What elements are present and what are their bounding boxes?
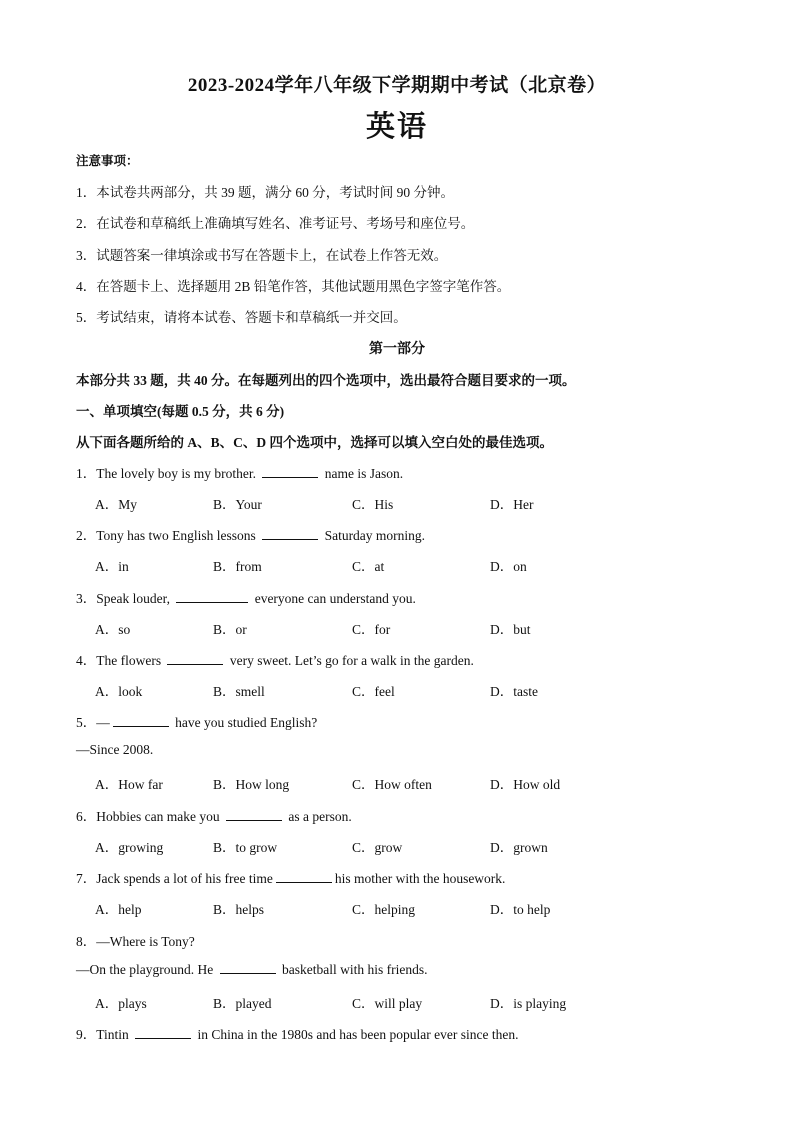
answer-option[interactable]: D．taste bbox=[490, 684, 538, 699]
exam-title: 2023-2024学年八年级下学期期中考试（北京卷） bbox=[187, 75, 607, 96]
answer-option[interactable]: B．Your bbox=[213, 497, 262, 512]
question-stem bbox=[76, 587, 416, 607]
answer-option[interactable]: B．from bbox=[213, 559, 262, 574]
question-text: Tintin bbox=[96, 1027, 133, 1042]
question-stem bbox=[76, 867, 505, 887]
question-number: 5． bbox=[76, 715, 97, 730]
answer-option[interactable]: A．growing bbox=[95, 840, 164, 855]
answer-blank[interactable] bbox=[167, 652, 223, 665]
question-stem bbox=[76, 711, 317, 731]
question-text: Tony has two English lessons bbox=[96, 528, 260, 543]
notice-item: 3．试题答案一律填涂或书写在答题卡上，在试卷上作答无效。 bbox=[76, 248, 448, 263]
question-text: have you studied English? bbox=[171, 715, 318, 730]
question-stem bbox=[76, 1023, 518, 1043]
answer-blank[interactable] bbox=[220, 961, 276, 974]
answer-option[interactable]: B．or bbox=[213, 622, 247, 637]
answer-option[interactable]: D．grown bbox=[490, 840, 548, 855]
answer-blank[interactable] bbox=[176, 590, 248, 603]
notice-item: 2．在试卷和草稿纸上准确填写姓名、准考证号、考场号和座位号。 bbox=[76, 216, 475, 231]
question-number: 4． bbox=[76, 653, 97, 668]
question-text: everyone can understand you. bbox=[251, 591, 416, 606]
question-number: 2． bbox=[76, 528, 97, 543]
answer-option[interactable]: D．but bbox=[490, 622, 531, 637]
dialog-text: —On the playground. He bbox=[76, 962, 217, 977]
notice-item: 4．在答题卡上、选择题用 2B 铅笔作答，其他试题用黑色字签字笔作答。 bbox=[76, 279, 511, 294]
section-instruction: 从下面各题所给的 A、B、C、D 四个选项中，选择可以填入空白处的最佳选项。 bbox=[76, 435, 554, 450]
dialog-text: basketball with his friends. bbox=[278, 962, 428, 977]
answer-option[interactable]: D．How old bbox=[490, 777, 561, 792]
question-stem bbox=[76, 462, 403, 482]
question-stem bbox=[76, 805, 352, 825]
question-number: 7． bbox=[76, 871, 97, 886]
answer-option[interactable]: D．is playing bbox=[490, 996, 567, 1011]
answer-option[interactable]: B．played bbox=[213, 996, 272, 1011]
answer-option[interactable]: A．My bbox=[95, 497, 138, 512]
question-text: The lovely boy is my brother. bbox=[96, 466, 260, 481]
question-stem bbox=[76, 930, 195, 950]
answer-blank[interactable] bbox=[262, 465, 318, 478]
question-text: name is Jason. bbox=[321, 466, 404, 481]
answer-option[interactable]: A．so bbox=[95, 622, 131, 637]
question-number: 8． bbox=[76, 934, 97, 949]
answer-option[interactable]: C．helping bbox=[352, 902, 415, 917]
question-number: 1． bbox=[76, 466, 97, 481]
part-intro: 本部分共 33 题，共 40 分。在每题列出的四个选项中，选出最符合题目要求的一项。 bbox=[76, 373, 576, 388]
question-text: as a person. bbox=[284, 809, 352, 824]
answer-option[interactable]: C．grow bbox=[352, 840, 403, 855]
question-text: Saturday morning. bbox=[321, 528, 426, 543]
question-text: Speak louder, bbox=[96, 591, 174, 606]
dialog-text: —Since 2008. bbox=[76, 742, 154, 757]
answer-option[interactable]: C．feel bbox=[352, 684, 395, 699]
answer-option[interactable]: A．in bbox=[95, 559, 129, 574]
question-text: very sweet. Let’s go for a walk in the garden. bbox=[226, 653, 474, 668]
question-text: The flowers bbox=[96, 653, 165, 668]
answer-blank[interactable] bbox=[226, 808, 282, 821]
answer-option[interactable]: C．for bbox=[352, 622, 391, 637]
question-text: Hobbies can make you bbox=[96, 809, 223, 824]
answer-option[interactable]: C．How often bbox=[352, 777, 432, 792]
answer-option[interactable]: A．look bbox=[95, 684, 143, 699]
answer-option[interactable]: D．on bbox=[490, 559, 527, 574]
question-number: 6． bbox=[76, 809, 97, 824]
question-stem bbox=[76, 649, 474, 669]
answer-blank[interactable] bbox=[262, 527, 318, 540]
subject-title: 英语 bbox=[365, 111, 428, 143]
answer-option[interactable]: A．help bbox=[95, 902, 142, 917]
question-text: Jack spends a lot of his free time bbox=[96, 871, 273, 886]
section-title: 一、单项填空(每题 0.5 分，共 6 分) bbox=[76, 404, 285, 419]
answer-blank[interactable] bbox=[276, 870, 332, 883]
question-text: his mother with the housework. bbox=[334, 871, 506, 886]
answer-blank[interactable] bbox=[113, 714, 169, 727]
answer-option[interactable]: C．will play bbox=[352, 996, 423, 1011]
answer-blank[interactable] bbox=[135, 1026, 191, 1039]
answer-option[interactable]: C．His bbox=[352, 497, 394, 512]
dialog-line bbox=[76, 961, 427, 978]
question-text: — bbox=[96, 715, 110, 730]
answer-option[interactable]: D．to help bbox=[490, 902, 551, 917]
notice-item: 1．本试卷共两部分，共 39 题，满分 60 分，考试时间 90 分钟。 bbox=[76, 185, 454, 200]
answer-option[interactable]: B．to grow bbox=[213, 840, 278, 855]
answer-option[interactable]: A．How far bbox=[95, 777, 163, 792]
notice-heading: 注意事项： bbox=[76, 154, 139, 168]
dialog-line bbox=[76, 742, 153, 758]
question-number: 3． bbox=[76, 591, 97, 606]
answer-option[interactable]: C．at bbox=[352, 559, 385, 574]
notice-item: 5．考试结束，请将本试卷、答题卡和草稿纸一并交回。 bbox=[76, 310, 407, 325]
answer-option[interactable]: A．plays bbox=[95, 996, 147, 1011]
question-number: 9． bbox=[76, 1027, 97, 1042]
answer-option[interactable]: B．smell bbox=[213, 684, 265, 699]
answer-option[interactable]: D．Her bbox=[490, 497, 534, 512]
answer-option[interactable]: B．How long bbox=[213, 777, 290, 792]
question-stem bbox=[76, 524, 425, 544]
question-text: —Where is Tony? bbox=[96, 934, 195, 949]
answer-option[interactable]: B．helps bbox=[213, 902, 265, 917]
part-heading: 第一部分 bbox=[369, 342, 425, 357]
question-text: in China in the 1980s and has been popular ever since then. bbox=[194, 1027, 519, 1042]
